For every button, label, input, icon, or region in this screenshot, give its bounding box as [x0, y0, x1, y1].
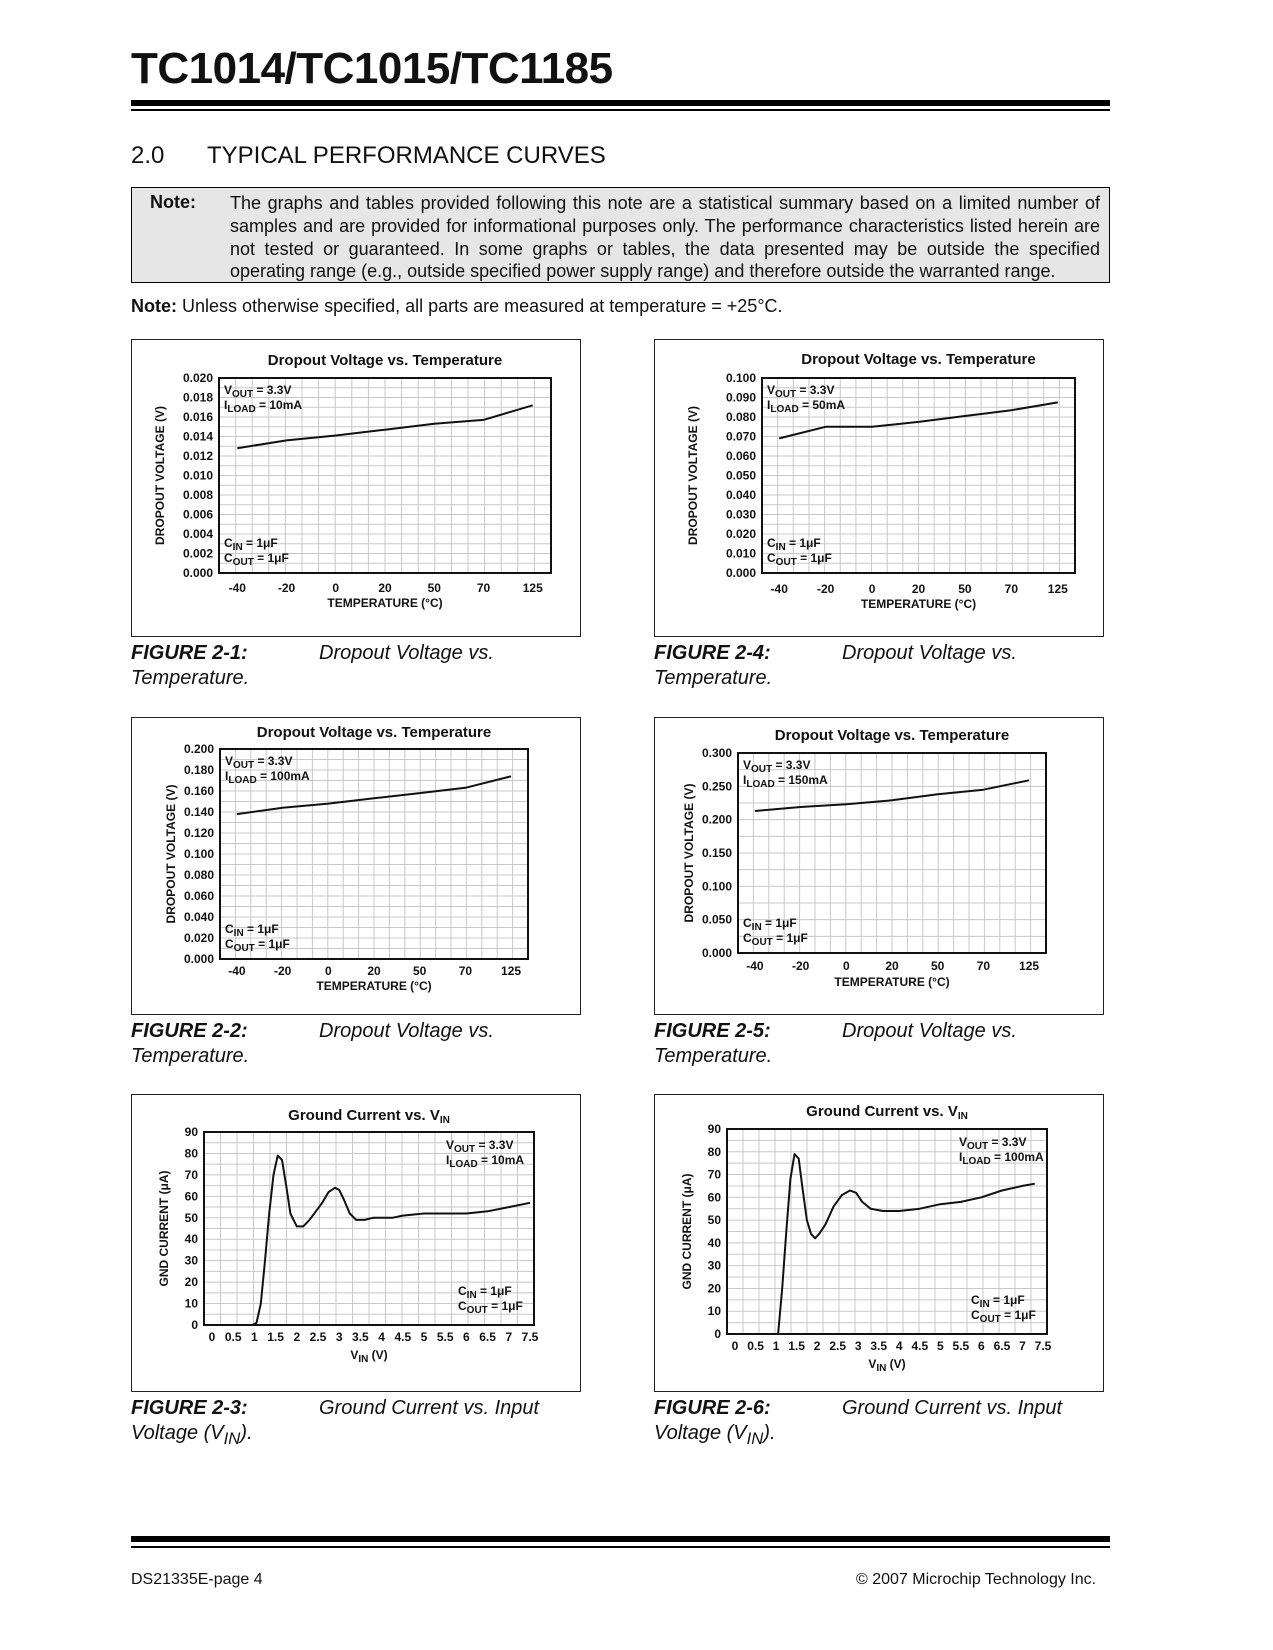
chart-title: Dropout Voltage vs. Temperature: [801, 351, 1036, 368]
x-tick-label: 70: [976, 959, 991, 973]
condition-label: [743, 931, 808, 948]
y-tick-label: 0.040: [725, 488, 756, 502]
condition-label-main: C: [767, 551, 776, 565]
condition-label-sub: IN: [775, 542, 786, 553]
y-axis-label: DROPOUT VOLTAGE (V): [682, 783, 696, 923]
caption-label: FIGURE 2-3:: [131, 1397, 248, 1419]
condition-label: [767, 398, 845, 415]
condition-label-main: C: [224, 551, 233, 565]
condition-label-sub: OUT: [979, 1314, 1001, 1325]
caption-text-end: ).: [763, 1422, 776, 1444]
y-tick-label: 0: [714, 1327, 721, 1341]
x-axis-label-sub: IN: [358, 1354, 369, 1365]
x-tick-label: 7.5: [1034, 1339, 1052, 1353]
y-tick-label: 0.300: [701, 746, 732, 760]
x-tick-label: 2: [813, 1339, 821, 1353]
condition-label-rest: = 150mA: [774, 773, 828, 787]
footer-rule-thin: [131, 1546, 1110, 1548]
condition-label-rest: = 100mA: [256, 769, 310, 783]
condition-label-main: I: [225, 769, 229, 783]
chart-figure-2-5: [654, 717, 1104, 1015]
y-tick-label: 80: [707, 1144, 721, 1159]
x-axis-label-rest: (V): [368, 1348, 388, 1362]
x-tick-label: 70: [458, 964, 473, 978]
condition-label-rest: = 1μF: [243, 922, 279, 936]
x-tick-label: 4: [895, 1339, 903, 1353]
y-tick-label: 0.000: [182, 566, 213, 580]
y-tick-label: 0.200: [183, 742, 214, 756]
x-tick-label: 50: [958, 582, 972, 596]
chart-title: Dropout Voltage vs. Temperature: [256, 724, 492, 741]
x-tick-label: -40: [770, 582, 788, 596]
caption-text-end: ).: [240, 1422, 253, 1444]
condition-label-main: C: [458, 1284, 467, 1298]
section-number: 2.0: [131, 142, 165, 169]
condition-label-rest: = 3.3V: [253, 383, 292, 397]
x-tick-label: 6.5: [993, 1339, 1011, 1353]
condition-label: [225, 937, 290, 954]
chart-title: [806, 1103, 968, 1122]
x-tick-label: 2.5: [829, 1339, 847, 1353]
chart-svg-figure-2-1: [132, 340, 580, 636]
y-axis-label: DROPOUT VOLTAGE (V): [686, 406, 700, 545]
x-tick-label: 50: [413, 964, 427, 978]
y-tick-label: 0.080: [183, 868, 214, 882]
caption-subscript: IN: [223, 1429, 241, 1448]
x-tick-label: 20: [367, 964, 381, 978]
x-tick-label: 20: [378, 581, 392, 595]
condition-label-main: C: [767, 536, 776, 550]
chart-figure-2-6: [654, 1094, 1104, 1392]
y-tick-label: 0.060: [725, 449, 756, 463]
condition-label-sub: OUT: [233, 760, 255, 771]
y-tick-label: 30: [707, 1258, 721, 1273]
y-tick-label: 60: [184, 1189, 198, 1204]
x-axis-label-rest: (V): [886, 1357, 906, 1371]
condition-label-sub: LOAD: [227, 404, 256, 415]
x-tick-label: 3: [335, 1330, 343, 1344]
y-tick-label: 0.080: [725, 410, 756, 424]
condition-label-main: I: [224, 398, 228, 412]
condition-label-main: I: [767, 398, 771, 412]
condition-label-sub: IN: [466, 1290, 477, 1301]
caption-text-line2: Temperature.: [654, 667, 773, 689]
x-axis-label-main: V: [350, 1348, 359, 1362]
x-tick-label: 70: [1004, 582, 1019, 596]
condition-label-sub: LOAD: [449, 1159, 478, 1170]
y-tick-label: 0.000: [701, 946, 732, 960]
condition-label-main: C: [224, 536, 233, 550]
chart-svg-figure-2-4: [655, 340, 1103, 636]
x-tick-label: 0.5: [224, 1330, 242, 1344]
condition-label-main: C: [743, 931, 752, 945]
y-tick-label: 0.070: [725, 429, 756, 444]
y-tick-label: 0.002: [182, 546, 213, 561]
x-tick-label: 50: [427, 581, 441, 595]
chart-figure-2-2: [131, 717, 581, 1015]
x-tick-label: 125: [522, 581, 543, 595]
y-tick-label: 0.000: [183, 952, 214, 966]
footer-rule-thick: [131, 1536, 1110, 1542]
x-tick-label: 5.5: [436, 1330, 454, 1344]
document-title: TC1014/TC1015/TC1185: [131, 44, 613, 93]
header-rule-thick: [131, 100, 1110, 106]
caption-figure-2-3: [131, 1396, 539, 1451]
caption-text-line2: Voltage (V: [131, 1422, 224, 1444]
x-tick-label: 125: [1019, 959, 1040, 973]
y-tick-label: 0.020: [725, 527, 756, 541]
x-tick-label: 6: [463, 1330, 470, 1344]
x-axis-label-main: V: [868, 1357, 877, 1371]
y-tick-label: 0.012: [182, 449, 213, 463]
x-tick-label: 4.5: [394, 1330, 412, 1344]
chart-figure-2-3: [131, 1094, 581, 1392]
x-tick-label: 4: [378, 1330, 385, 1344]
caption-figure-2-1: [131, 641, 494, 691]
y-tick-label: 0.020: [182, 371, 213, 385]
y-tick-label: 0.000: [725, 566, 756, 580]
condition-label-sub: OUT: [751, 764, 773, 775]
note-box-label: Note:: [150, 192, 196, 212]
condition-label-rest: = 3.3V: [796, 383, 835, 397]
condition-label-rest: = 10mA: [477, 1153, 525, 1167]
x-tick-label: 0: [868, 582, 876, 596]
section-heading: [131, 142, 606, 170]
y-tick-label: 20: [184, 1275, 198, 1290]
condition-label-sub: IN: [751, 922, 762, 933]
caption-label: FIGURE 2-2:: [131, 1020, 248, 1042]
condition-label-sub: OUT: [232, 389, 254, 400]
y-tick-label: 0.010: [182, 468, 213, 483]
x-tick-label: -40: [228, 964, 246, 978]
condition-label-rest: = 100mA: [990, 1150, 1044, 1164]
y-tick-label: 30: [184, 1253, 198, 1268]
condition-label-rest: = 50mA: [798, 398, 846, 412]
chart-figure-2-4: [654, 339, 1104, 637]
footer-page-id: DS21335E-page 4: [131, 1571, 263, 1588]
caption-label: FIGURE 2-6:: [654, 1397, 771, 1419]
x-tick-label: -20: [791, 959, 810, 973]
caption-text: Ground Current vs. Input: [319, 1397, 540, 1419]
note-line: [131, 296, 783, 317]
y-tick-label: 0.030: [725, 507, 756, 522]
x-tick-label: 0: [208, 1330, 216, 1344]
x-tick-label: 0.5: [747, 1339, 764, 1353]
note-box: [131, 187, 1110, 283]
condition-label-rest: = 1μF: [254, 937, 290, 951]
condition-label-rest: = 1μF: [796, 551, 832, 565]
y-axis-label: DROPOUT VOLTAGE (V): [164, 784, 178, 924]
caption-text: Dropout Voltage vs.: [319, 642, 494, 664]
y-tick-label: 40: [707, 1235, 721, 1250]
x-tick-label: -20: [277, 581, 296, 595]
chart-title: [288, 1107, 450, 1126]
condition-label-main: V: [743, 758, 752, 772]
caption-label: FIGURE 2-1:: [131, 642, 248, 664]
x-tick-label: 3: [854, 1339, 862, 1353]
x-tick-label: 1.5: [267, 1330, 284, 1344]
caption-text: Dropout Voltage vs.: [319, 1020, 494, 1042]
x-tick-label: 2.5: [309, 1330, 327, 1344]
x-tick-label: -40: [746, 959, 764, 973]
condition-label-main: I: [446, 1153, 450, 1167]
y-tick-label: 0.150: [701, 846, 732, 860]
y-tick-label: 10: [184, 1296, 198, 1311]
y-tick-label: 90: [184, 1125, 198, 1139]
section-title: TYPICAL PERFORMANCE CURVES: [207, 142, 606, 169]
y-tick-label: 20: [707, 1281, 721, 1296]
caption-figure-2-4: [654, 641, 1017, 691]
x-tick-label: 6: [978, 1339, 985, 1353]
x-tick-label: 0: [731, 1339, 739, 1353]
condition-label-sub: LOAD: [746, 779, 775, 790]
y-tick-label: 0.008: [182, 488, 213, 502]
condition-label-rest: = 1μF: [487, 1299, 523, 1313]
data-series-line: [778, 1154, 1035, 1334]
y-tick-label: 0.018: [182, 390, 213, 405]
x-tick-label: 20: [885, 959, 899, 973]
x-tick-label: 1.5: [788, 1339, 805, 1353]
y-tick-label: 10: [707, 1304, 721, 1319]
condition-label-rest: = 1μF: [785, 536, 821, 550]
y-tick-label: 90: [707, 1122, 721, 1136]
condition-label-sub: OUT: [454, 1144, 476, 1155]
x-tick-label: 7: [1019, 1339, 1026, 1353]
condition-label-main: C: [971, 1293, 980, 1307]
x-axis-label: TEMPERATURE (°C): [327, 596, 443, 610]
x-tick-label: 125: [501, 964, 522, 978]
y-tick-label: 50: [707, 1213, 721, 1228]
y-tick-label: 0.140: [183, 805, 214, 819]
condition-label-sub: IN: [232, 542, 243, 553]
condition-label-sub: LOAD: [770, 404, 799, 415]
caption-label: FIGURE 2-4:: [654, 642, 771, 664]
condition-label-main: V: [767, 383, 776, 397]
y-axis-label: GND CURRENT (μA): [157, 1170, 171, 1287]
x-axis-label: [868, 1357, 905, 1374]
condition-label-main: C: [743, 916, 752, 930]
condition-label-rest: = 1μF: [989, 1293, 1025, 1307]
condition-label-sub: OUT: [775, 557, 797, 568]
condition-label-sub: IN: [979, 1299, 990, 1310]
condition-label-main: V: [446, 1138, 455, 1152]
x-tick-label: -40: [228, 581, 246, 595]
x-tick-label: 7.5: [521, 1330, 539, 1344]
condition-label-rest: = 3.3V: [254, 754, 293, 768]
x-tick-label: -20: [816, 582, 835, 596]
note-line-label: Note:: [131, 296, 177, 316]
y-axis-label: DROPOUT VOLTAGE (V): [153, 406, 167, 545]
caption-text: Dropout Voltage vs.: [842, 1020, 1017, 1042]
caption-text-line2: Temperature.: [654, 1045, 773, 1067]
chart-svg-figure-2-3: [132, 1095, 580, 1391]
condition-label-main: V: [959, 1135, 968, 1149]
y-tick-label: 70: [707, 1167, 721, 1182]
y-tick-label: 0.180: [183, 763, 214, 777]
x-tick-label: 0: [842, 959, 850, 973]
condition-label-rest: = 10mA: [255, 398, 303, 412]
condition-label-main: I: [959, 1150, 963, 1164]
y-tick-label: 0.006: [182, 507, 213, 522]
condition-label-rest: = 1μF: [761, 916, 797, 930]
y-tick-label: 0.016: [182, 410, 213, 424]
header-rule-thin: [131, 109, 1110, 111]
chart-title-main: Ground Current vs. V: [806, 1103, 958, 1120]
x-tick-label: 5: [420, 1330, 428, 1344]
condition-label-rest: = 1μF: [476, 1284, 512, 1298]
y-tick-label: 0.100: [701, 879, 732, 894]
y-tick-label: 0.004: [182, 527, 213, 541]
condition-label-sub: OUT: [232, 557, 254, 568]
y-tick-label: 80: [184, 1146, 198, 1161]
chart-svg-figure-2-5: [655, 718, 1103, 1014]
condition-label-sub: OUT: [967, 1141, 989, 1152]
y-tick-label: 0.250: [701, 779, 732, 794]
caption-text-line2: Temperature.: [131, 667, 250, 689]
condition-label-main: V: [225, 754, 234, 768]
y-tick-label: 0.060: [183, 889, 214, 903]
y-tick-label: 0.160: [183, 784, 214, 798]
condition-label-rest: = 1μF: [253, 551, 289, 565]
y-tick-label: 40: [184, 1232, 198, 1247]
caption-figure-2-5: [654, 1019, 1017, 1069]
y-tick-label: 0.050: [725, 468, 756, 483]
y-tick-label: 70: [184, 1167, 198, 1182]
note-box-text: The graphs and tables provided following this note are a statistical summary based on a limited number of samples and are provided for informational purposes only. The performance characteristics listed herein are not tested or guaranteed. In some graphs or tables, the data presented may be outside the specified operating range (e.g., outside specified power supply range) and therefore outside the warranted range.: [230, 193, 1100, 282]
y-tick-label: 0.040: [183, 910, 214, 924]
x-tick-label: 125: [1047, 582, 1068, 596]
x-tick-label: 6.5: [479, 1330, 496, 1344]
condition-label: [446, 1153, 524, 1170]
x-tick-label: 2: [293, 1330, 301, 1344]
y-axis-label: GND CURRENT (μA): [680, 1173, 694, 1290]
condition-label-sub: OUT: [466, 1305, 488, 1316]
y-tick-label: 60: [707, 1190, 721, 1205]
condition-label-rest: = 3.3V: [772, 758, 811, 772]
caption-text: Ground Current vs. Input: [842, 1397, 1063, 1419]
x-tick-label: 20: [911, 582, 926, 596]
x-tick-label: -20: [273, 964, 292, 978]
condition-label-sub: OUT: [751, 937, 773, 948]
condition-label-main: I: [743, 773, 747, 787]
y-tick-label: 0.020: [183, 931, 214, 945]
chart-title-sub: IN: [439, 1115, 450, 1126]
condition-label-sub: LOAD: [228, 775, 257, 786]
condition-label-sub: LOAD: [962, 1156, 991, 1167]
chart-title: Dropout Voltage vs. Temperature: [267, 352, 503, 369]
x-axis-label: [350, 1348, 387, 1365]
condition-label-sub: OUT: [233, 943, 255, 954]
chart-svg-figure-2-2: [132, 718, 580, 1014]
condition-label-sub: OUT: [775, 389, 797, 400]
x-tick-label: 7: [505, 1330, 513, 1344]
chart-svg-figure-2-6: [655, 1095, 1103, 1391]
x-axis-label: TEMPERATURE (°C): [860, 597, 977, 611]
x-axis-label-sub: IN: [876, 1363, 887, 1374]
condition-label-rest: = 1μF: [1000, 1308, 1036, 1322]
x-tick-label: 5: [936, 1339, 944, 1353]
note-line-text: Unless otherwise specified, all parts are measured at temperature = +25°C.: [182, 296, 783, 316]
caption-text-line2: Voltage (V: [654, 1422, 747, 1444]
y-tick-label: 0.050: [701, 912, 732, 927]
y-tick-label: 0.200: [701, 812, 732, 827]
condition-label-rest: = 3.3V: [988, 1135, 1027, 1149]
condition-label-main: C: [225, 937, 234, 951]
x-tick-label: 70: [476, 581, 491, 595]
condition-label-main: C: [225, 922, 234, 936]
y-tick-label: 0: [191, 1318, 198, 1332]
x-tick-label: 4.5: [911, 1339, 929, 1353]
x-tick-label: 3.5: [352, 1330, 369, 1344]
chart-figure-2-1: [131, 339, 581, 637]
y-tick-label: 0.100: [183, 847, 214, 861]
condition-label-main: C: [458, 1299, 467, 1313]
caption-figure-2-2: [131, 1019, 494, 1069]
condition-label-main: V: [224, 383, 233, 397]
chart-title: Dropout Voltage vs. Temperature: [774, 727, 1010, 744]
x-tick-label: 0: [332, 581, 340, 595]
caption-figure-2-6: [654, 1396, 1062, 1451]
x-axis-label: TEMPERATURE (°C): [834, 975, 950, 989]
caption-text: Dropout Voltage vs.: [842, 642, 1017, 664]
x-axis-label: TEMPERATURE (°C): [316, 979, 432, 993]
chart-title-sub: IN: [957, 1111, 968, 1122]
x-tick-label: 1: [251, 1330, 258, 1344]
y-tick-label: 0.090: [725, 390, 756, 405]
y-tick-label: 0.100: [725, 371, 756, 385]
x-tick-label: 0: [324, 964, 332, 978]
condition-label-sub: IN: [233, 928, 244, 939]
caption-subscript: IN: [746, 1429, 764, 1448]
y-tick-label: 0.010: [725, 546, 756, 561]
x-tick-label: 1: [772, 1339, 780, 1353]
y-tick-label: 50: [184, 1210, 198, 1225]
chart-title-main: Ground Current vs. V: [288, 1107, 440, 1124]
caption-label: FIGURE 2-5:: [654, 1020, 771, 1042]
x-tick-label: 3.5: [870, 1339, 888, 1353]
x-tick-label: 5.5: [952, 1339, 970, 1353]
condition-label-rest: = 3.3V: [475, 1138, 514, 1152]
condition-label-rest: = 1μF: [242, 536, 278, 550]
caption-text-line2: Temperature.: [131, 1045, 250, 1067]
condition-label-rest: = 1μF: [772, 931, 808, 945]
y-tick-label: 0.120: [183, 826, 214, 840]
x-tick-label: 50: [931, 959, 945, 973]
footer-copyright: © 2007 Microchip Technology Inc.: [856, 1571, 1097, 1588]
condition-label-main: C: [971, 1308, 980, 1322]
y-tick-label: 0.014: [182, 429, 213, 444]
